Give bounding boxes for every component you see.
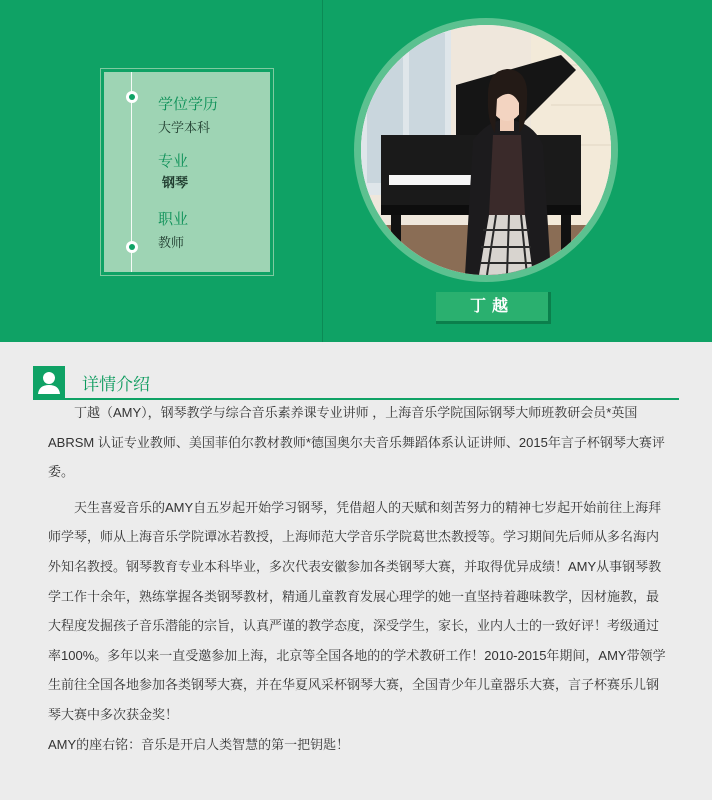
detail-content [48, 398, 668, 759]
header-divider [322, 0, 323, 342]
job-label: 职业 [158, 211, 189, 228]
teacher-photo-illustration [361, 25, 611, 275]
major-value: 钢琴 [162, 175, 189, 190]
user-icon [33, 366, 65, 398]
teacher-name-plate: 丁越 [436, 292, 551, 324]
timeline-dot-top [126, 91, 138, 103]
major-label: 专业 [158, 153, 189, 170]
motto-paragraph: AMY的座右铭：音乐是开启人类智慧的第一把钥匙！ [48, 736, 350, 752]
intro-paragraph-1: 丁越（AMY），钢琴教学与综合音乐素养课专业讲师 ，上海音乐学院国际钢琴大师班教研会员*英国ABRSM 认证专业教师、美国菲伯尔教材教师*德国奥尔夫音乐舞蹈体系认证讲师、2015年言子杯钢琴大赛评委。 [48, 405, 665, 480]
intro-paragraph-2: 天生喜爱音乐的AMY自五岁起开始学习钢琴，凭借超人的天赋和刻苦努力的精神七岁起开始前往上海拜师学琴，师从上海音乐学院谭冰若教授，上海师范大学音乐学院葛世杰教授等。学习期间先后师从多名海内外知名教授。钢琴教育专业本科毕业，多次代表安徽参加各类钢琴大赛，并取得优异成绩！AMY从事钢琴教学工作十余年，熟练掌握各类钢琴教材，精通儿童教育发展心理学的她一直坚持着趣味教学，因材施教，最大程度发掘孩子音乐潜能的宗旨，认真严谨的教学态度，深受学生，家长，业内人士的一致好评！考级通过率100%。多年以来一直受邀参加上海，北京等全国各地的的学术教研工作！2010-2015年期间，AMY带领学生前往全国各地参加各类钢琴大赛，并在华夏风采杯钢琴大赛，全国青少年儿童器乐大赛，言子杯赛乐儿钢琴大赛中多次获金奖！ [48, 499, 666, 722]
teacher-photo [361, 25, 611, 275]
job-value: 教师 [158, 235, 185, 250]
degree-label: 学位学历 [158, 96, 219, 113]
timeline-dot-bottom [126, 241, 138, 253]
section-title: 详情介绍 [82, 375, 150, 394]
degree-value: 大学本科 [158, 120, 211, 135]
